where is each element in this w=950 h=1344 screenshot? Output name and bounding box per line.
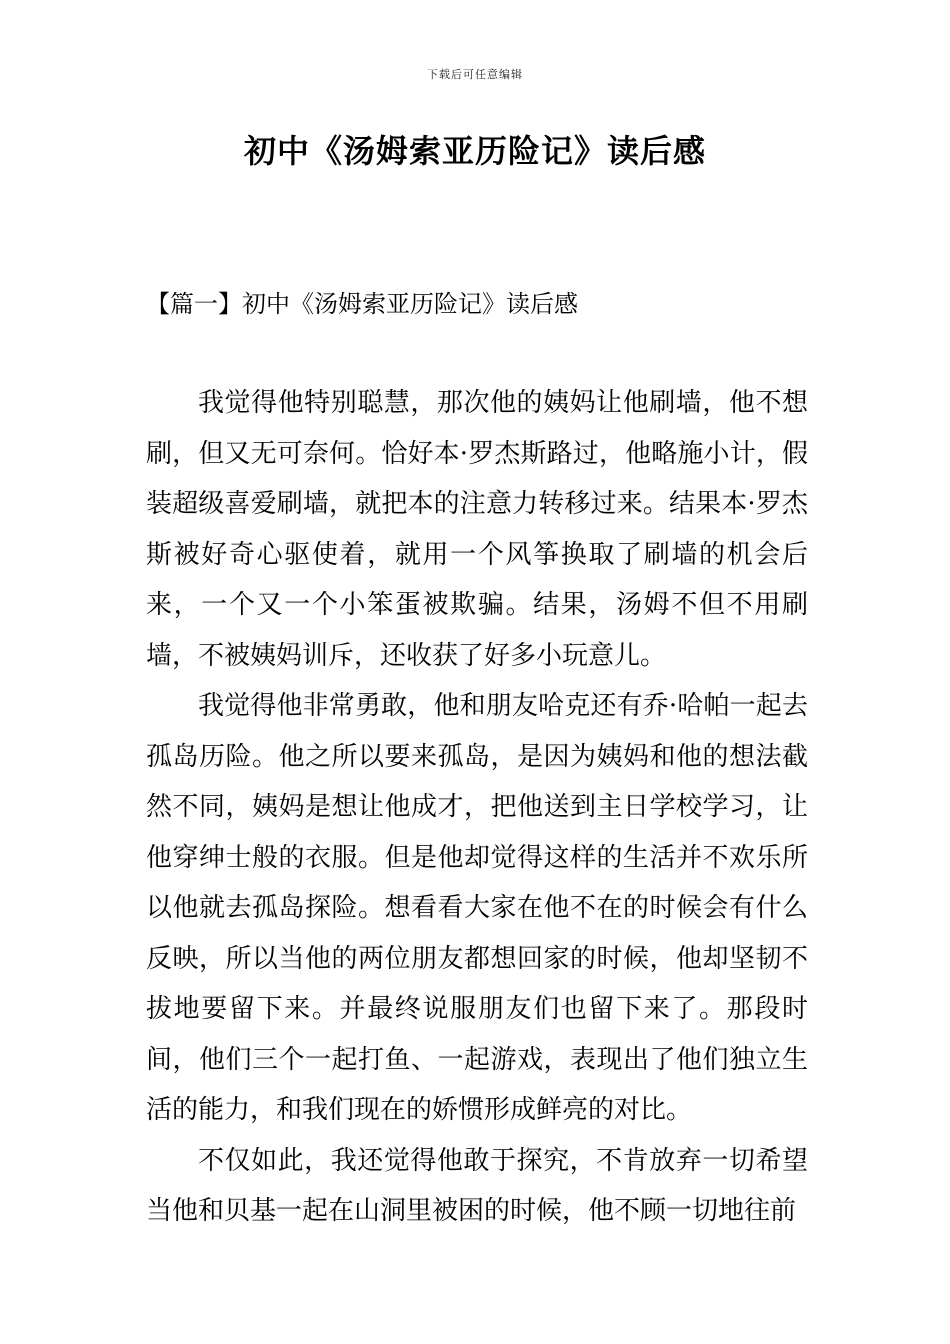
paragraph: 不仅如此，我还觉得他敢于探究，不肯放弃一切希望当他和贝基一起在山洞里被困的时候，他不顾一切地往前 bbox=[146, 1145, 808, 1226]
section-heading: 【篇一】初中《汤姆索亚历险记》读后感 bbox=[146, 290, 578, 318]
paragraph: 我觉得他特别聪慧，那次他的姨妈让他刷墙，他不想刷，但又无可奈何。恰好本·罗杰斯路过，他略施小计，假装超级喜爱刷墙，就把本的注意力转移过来。结果本·罗杰斯被好奇心驱使着，就用一个风筝换取了刷墙的机会后来，一个又一个小笨蛋被欺骗。结果，汤姆不但不用刷墙，不被姨妈训斥，还收获了好多小玩意儿。 bbox=[146, 388, 808, 671]
header-note: 下载后可任意编辑 bbox=[427, 68, 523, 81]
body-text bbox=[146, 378, 808, 1237]
paragraph: 我觉得他非常勇敢，他和朋友哈克还有乔·哈帕一起去孤岛历险。他之所以要来孤岛，是因为姨妈和他的想法截然不同，姨妈是想让他成才，把他送到主日学校学习，让他穿绅士般的衣服。但是他却觉得这样的生活并不欢乐所以他就去孤岛探险。想看看大家在他不在的时候会有什么反映，所以当他的两位朋友都想回家的时候，他却坚韧不拔地要留下来。并最终说服朋友们也留下来了。那段时间，他们三个一起打鱼、一起游戏，表现出了他们独立生活的能力，和我们现在的娇惯形成鲜亮的对比。 bbox=[146, 691, 808, 1125]
document-title: 初中《汤姆索亚历险记》读后感 bbox=[243, 132, 706, 170]
